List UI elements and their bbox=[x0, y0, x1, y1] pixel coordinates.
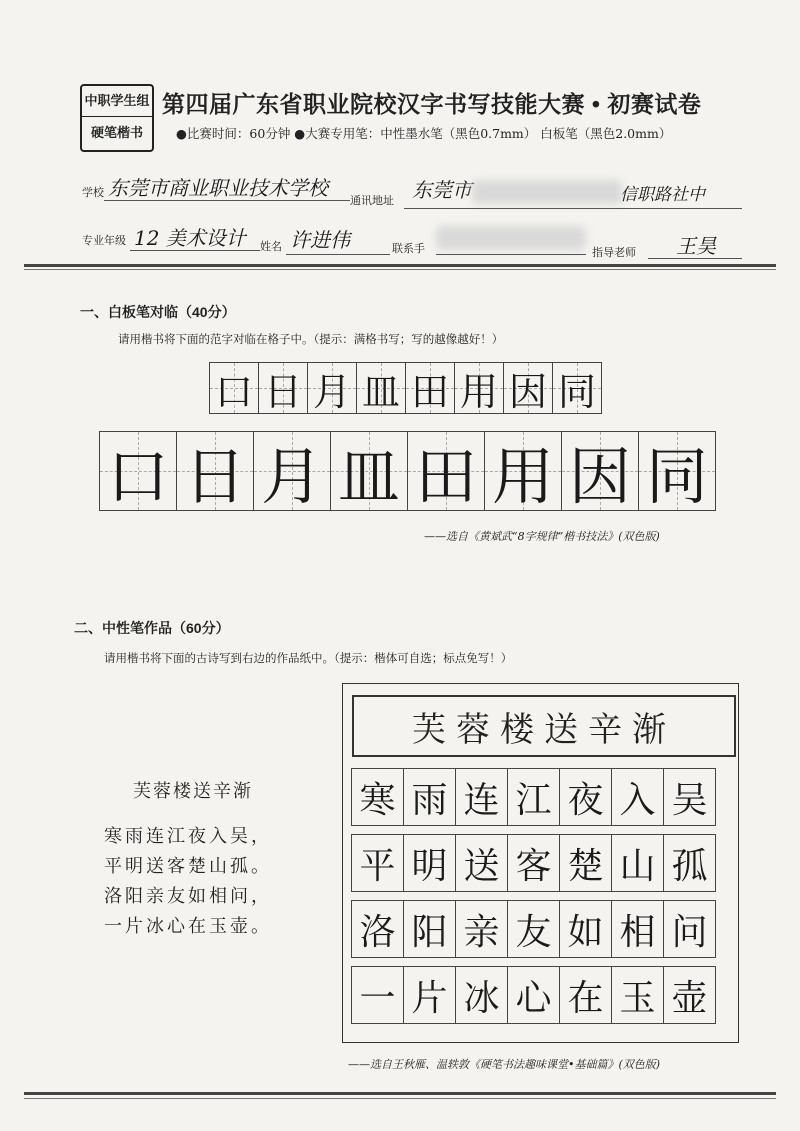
major-value: 12 美术设计 bbox=[134, 226, 246, 250]
phone-underline bbox=[436, 254, 586, 255]
model-char-cell: 皿 bbox=[356, 362, 406, 414]
work-char-cell: 心 bbox=[507, 966, 560, 1024]
work-char-cell: 片 bbox=[403, 966, 456, 1024]
work-char-cell: 阳 bbox=[403, 900, 456, 958]
work-char-cell: 连 bbox=[455, 768, 508, 826]
category-stamp bbox=[80, 84, 154, 152]
work-char-cell: 问 bbox=[663, 900, 716, 958]
section2-source: ——选自王秋雁、温轶敦《硬笔书法趣味课堂•基础篇》(双色版) bbox=[348, 1058, 661, 1071]
redacted-phone bbox=[436, 226, 586, 250]
exam-rules: ●比赛时间：60分钟 ●大赛专用笔：中性墨水笔（黑色0.7mm） 白板笔（黑色2.0mm） bbox=[176, 126, 672, 141]
work-char-cell: 客 bbox=[507, 834, 560, 892]
work-char-cell: 友 bbox=[507, 900, 560, 958]
teacher-value: 王昊 bbox=[676, 234, 716, 258]
work-row bbox=[352, 900, 716, 958]
model-char-cell: 同 bbox=[552, 362, 602, 414]
copy-char-cell: 日 bbox=[176, 431, 254, 511]
work-char-cell: 平 bbox=[351, 834, 404, 892]
model-char-cell: 田 bbox=[405, 362, 455, 414]
work-char-cell: 冰 bbox=[455, 966, 508, 1024]
section1-instruction: 请用楷书将下面的范字对临在格子中。（提示：满格书写；写的越像越好！） bbox=[118, 332, 504, 346]
work-char-cell: 在 bbox=[559, 966, 612, 1024]
model-char-cell: 用 bbox=[454, 362, 504, 414]
copy-char-cell: 月 bbox=[253, 431, 331, 511]
section2-instruction: 请用楷书将下面的古诗写到右边的作品纸中。（提示：楷体可自选；标点免写！） bbox=[104, 651, 513, 665]
stamp-category: 硬笔楷书 bbox=[90, 126, 143, 141]
phone-label: 联系手 bbox=[392, 242, 425, 255]
teacher-label: 指导老师 bbox=[592, 246, 636, 259]
poem-line: 一片冰心在玉壶。 bbox=[104, 916, 272, 937]
school-label: 学校 bbox=[82, 186, 104, 199]
header-divider bbox=[24, 264, 776, 267]
section1-source: ——选自《黄斌武“8字规律”楷书技法》(双色版) bbox=[424, 530, 660, 543]
work-char-cell: 一 bbox=[351, 966, 404, 1024]
footer-divider bbox=[24, 1092, 776, 1095]
school-value: 东莞市商业职业技术学校 bbox=[108, 176, 328, 200]
model-char-cell: 口 bbox=[209, 362, 259, 414]
copy-char-cell: 田 bbox=[407, 431, 485, 511]
work-char-cell: 吴 bbox=[663, 768, 716, 826]
school-underline bbox=[104, 200, 350, 201]
header-divider-thin bbox=[24, 269, 776, 270]
poem-title: 芙蓉楼送辛渐 bbox=[133, 781, 253, 802]
section1-heading: 一、白板笔对临（40分） bbox=[80, 304, 236, 320]
name-underline bbox=[286, 254, 390, 255]
model-char-cell: 日 bbox=[258, 362, 308, 414]
work-char-cell: 孤 bbox=[663, 834, 716, 892]
model-char-cell: 月 bbox=[307, 362, 357, 414]
name-value: 许进伟 bbox=[290, 228, 350, 252]
work-char-cell: 入 bbox=[611, 768, 664, 826]
work-char-cell: 江 bbox=[507, 768, 560, 826]
address-tail: 信职路社中 bbox=[620, 185, 705, 205]
copy-char-cell: 用 bbox=[484, 431, 562, 511]
poem-line: 寒雨连江夜入吴， bbox=[104, 826, 272, 847]
major-underline bbox=[130, 250, 260, 251]
work-char-cell: 相 bbox=[611, 900, 664, 958]
work-char-cell: 夜 bbox=[559, 768, 612, 826]
work-char-cell: 送 bbox=[455, 834, 508, 892]
work-row bbox=[352, 768, 716, 826]
footer-divider-thin bbox=[24, 1098, 776, 1099]
address-value: 东莞市 bbox=[412, 178, 472, 202]
work-char-cell: 雨 bbox=[403, 768, 456, 826]
model-char-grid bbox=[210, 362, 602, 414]
work-sheet-title: 芙蓉楼送辛渐 bbox=[352, 695, 736, 757]
section2-heading: 二、中性笔作品（60分） bbox=[74, 620, 230, 636]
major-label: 专业年级 bbox=[82, 234, 126, 247]
copy-char-cell: 同 bbox=[638, 431, 716, 511]
teacher-underline bbox=[648, 258, 742, 259]
work-char-cell: 壶 bbox=[663, 966, 716, 1024]
stamp-group: 中职学生组 bbox=[82, 86, 152, 117]
work-char-cell: 山 bbox=[611, 834, 664, 892]
work-char-cell: 玉 bbox=[611, 966, 664, 1024]
work-char-cell: 楚 bbox=[559, 834, 612, 892]
copy-char-cell: 皿 bbox=[330, 431, 408, 511]
copy-char-grid bbox=[100, 431, 716, 511]
page-title: 第四届广东省职业院校汉字书写技能大赛 • 初赛试卷 bbox=[162, 91, 702, 117]
poem-line: 平明送客楚山孤。 bbox=[104, 856, 272, 877]
work-char-cell: 明 bbox=[403, 834, 456, 892]
copy-char-cell: 口 bbox=[99, 431, 177, 511]
model-char-cell: 因 bbox=[503, 362, 553, 414]
work-char-cell: 洛 bbox=[351, 900, 404, 958]
work-char-cell: 如 bbox=[559, 900, 612, 958]
work-char-cell: 寒 bbox=[351, 768, 404, 826]
name-label: 姓名 bbox=[260, 240, 282, 253]
work-row bbox=[352, 966, 716, 1024]
address-label: 通讯地址 bbox=[350, 194, 394, 207]
work-char-cell: 亲 bbox=[455, 900, 508, 958]
redacted-address bbox=[472, 180, 622, 204]
address-underline bbox=[404, 208, 742, 209]
poem-line: 洛阳亲友如相问， bbox=[104, 886, 272, 907]
work-row bbox=[352, 834, 716, 892]
copy-char-cell: 因 bbox=[561, 431, 639, 511]
